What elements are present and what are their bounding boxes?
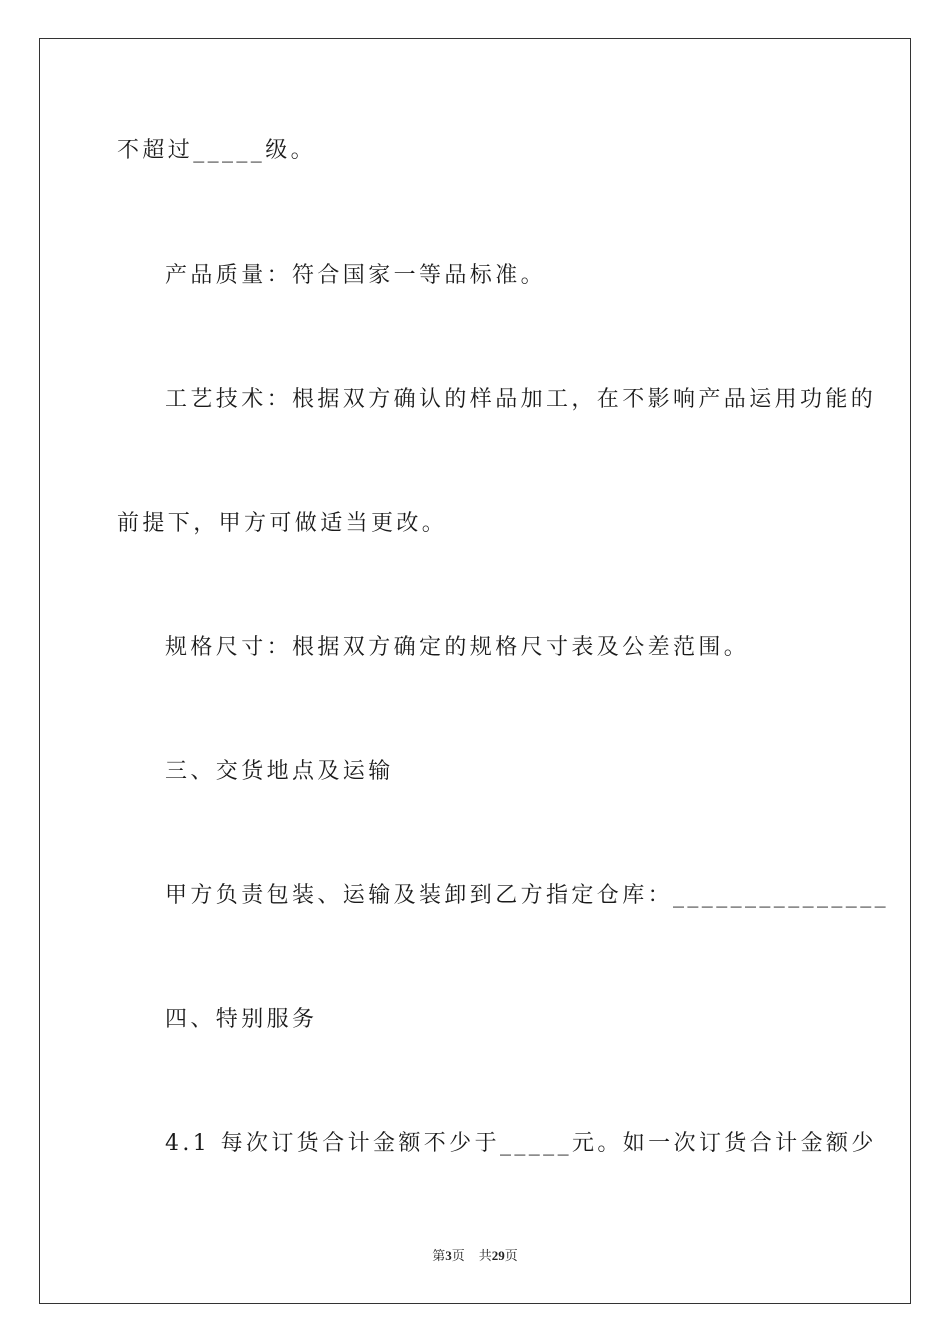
footer-total-pages: 29 bbox=[491, 1248, 505, 1263]
page-border bbox=[39, 38, 911, 1304]
text-line-1: 不超过_____级。 bbox=[117, 138, 317, 163]
footer-total-suffix: 页 bbox=[504, 1248, 518, 1263]
text-line-4: 前提下，甲方可做适当更改。 bbox=[117, 511, 448, 536]
text-line-9: 4.1 每次订货合计金额不少于_____元。如一次订货合计金额少 bbox=[165, 1131, 877, 1156]
page-footer bbox=[0, 1247, 950, 1265]
section-heading-3: 三、交货地点及运输 bbox=[165, 759, 394, 784]
footer-page-prefix: 第 bbox=[432, 1248, 446, 1263]
text-line-2: 产品质量：符合国家一等品标准。 bbox=[165, 263, 547, 288]
section-heading-4: 四、特别服务 bbox=[165, 1007, 318, 1032]
footer-total-prefix: 共 bbox=[478, 1248, 492, 1263]
footer-page-number: 3 bbox=[445, 1248, 452, 1263]
text-line-3: 工艺技术：根据双方确认的样品加工，在不影响产品运用功能的 bbox=[165, 387, 877, 412]
text-line-5: 规格尺寸：根据双方确定的规格尺寸表及公差范围。 bbox=[165, 635, 750, 660]
text-line-7: 甲方负责包装、运输及装卸到乙方指定仓库：_______________ bbox=[165, 883, 890, 908]
footer-page-suffix: 页 bbox=[451, 1248, 465, 1263]
